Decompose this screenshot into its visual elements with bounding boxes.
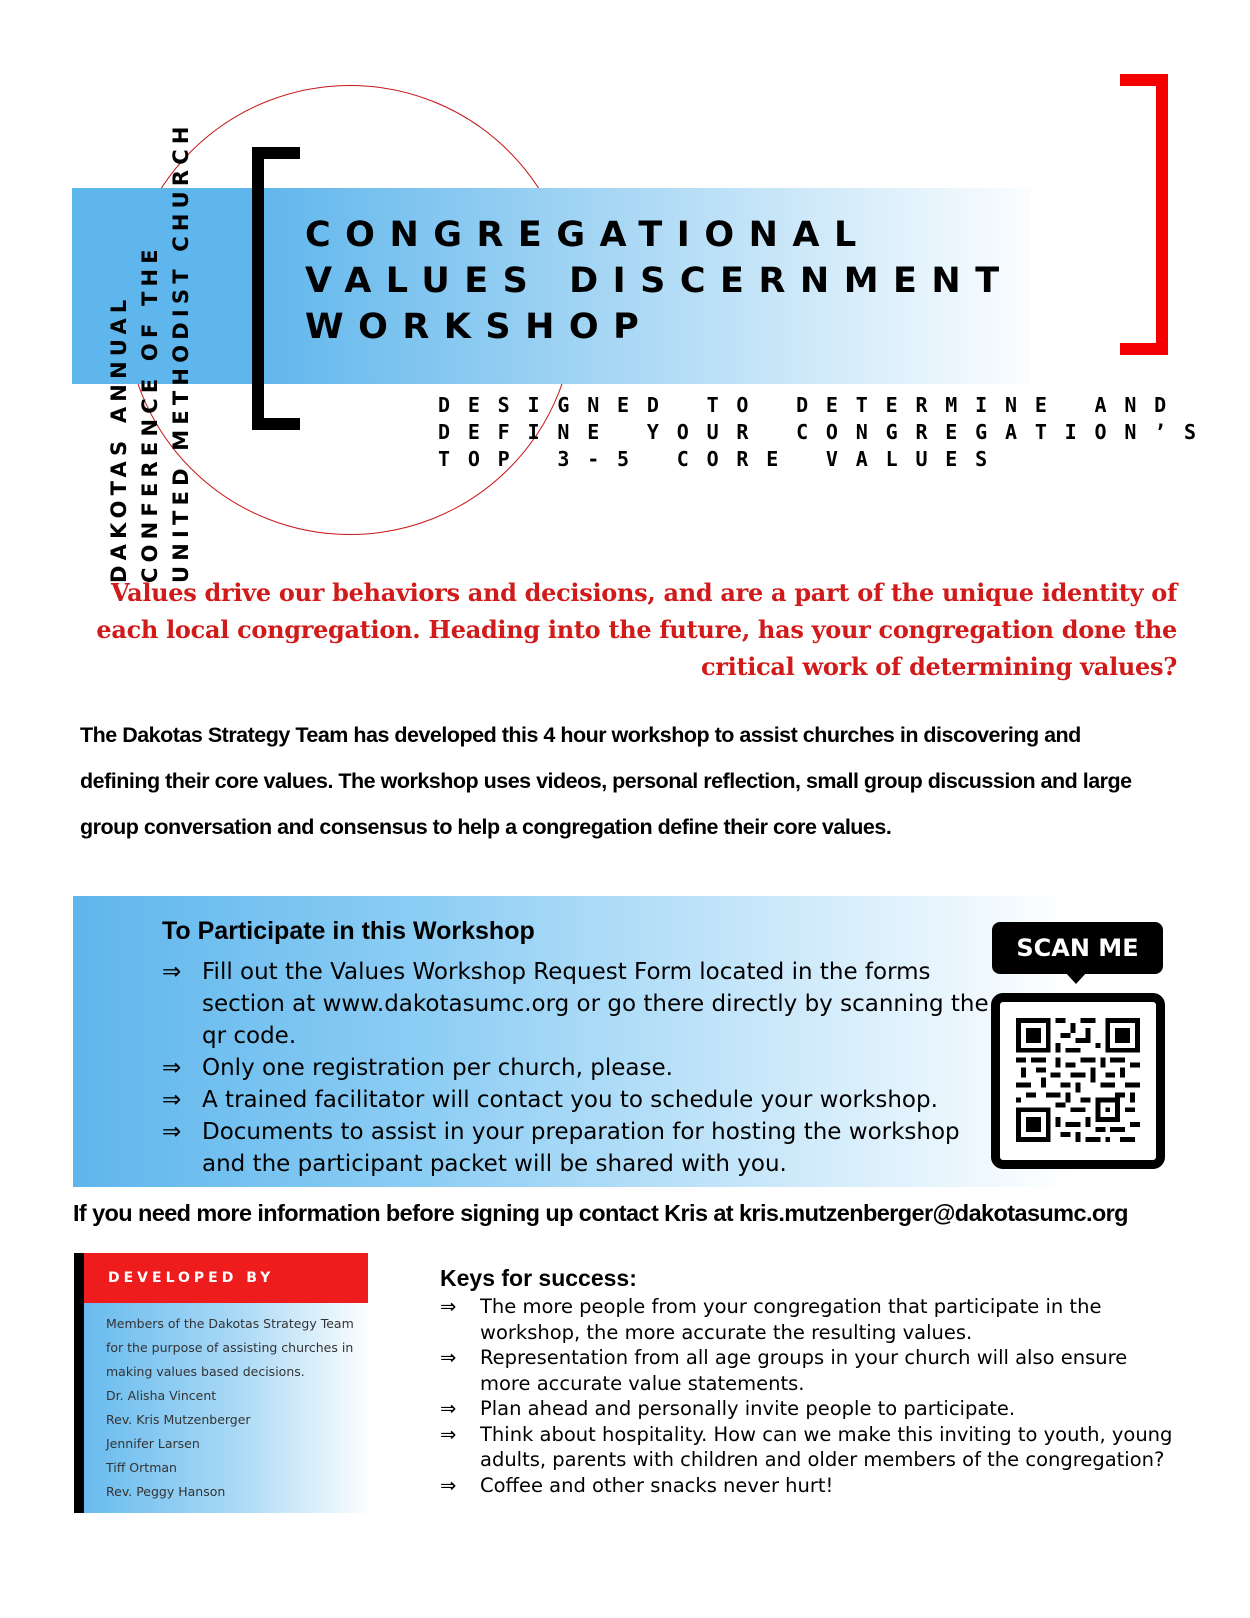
participate-heading: To Participate in this Workshop: [162, 917, 535, 945]
participate-list: [162, 956, 992, 1180]
keys-heading: Keys for success:: [440, 1265, 637, 1291]
qr-code-icon[interactable]: [1016, 1018, 1140, 1142]
developed-by-list: [106, 1312, 354, 1504]
list-item-text: Think about hospitality. How can we make this inviting to youth, young adults, parents with children and older members of the congregation?: [480, 1422, 1173, 1471]
left-bracket-graphic: [252, 147, 300, 430]
list-item: [440, 1422, 1180, 1473]
right-arrow-icon: ⇒: [162, 1087, 182, 1113]
page-title: [305, 212, 1014, 350]
list-item: making values based decisions.: [106, 1364, 305, 1379]
scan-me-label: SCAN ME: [992, 922, 1163, 974]
subtitle-line: TOP 3-5 CORE VALUES: [438, 447, 1005, 471]
list-item-text: Fill out the Values Workshop Request Form located in the forms section at www.dakotasumc.org or go there directly by scanning the qr code.: [202, 959, 989, 1049]
right-arrow-icon: ⇒: [440, 1422, 457, 1446]
list-item-text: Documents to assist in your preparation for hosting the workshop and the participant packet will be shared with you.: [202, 1119, 960, 1177]
keys-list: [440, 1294, 1180, 1498]
contact-info: If you need more information before signing up contact Kris at kris.mutzenberger@dakotasumc.org: [73, 1200, 1128, 1226]
organization-line: DAKOTAS ANNUAL: [106, 294, 131, 583]
list-item: [440, 1345, 1180, 1396]
right-arrow-icon: ⇒: [162, 1119, 182, 1145]
title-line: WORKSHOP: [305, 307, 654, 347]
list-item: Jennifer Larsen: [106, 1436, 200, 1451]
title-line: CONGREGATIONAL: [305, 215, 871, 255]
intro-statement: Values drive our behaviors and decisions, and are a part of the unique identity of each local congregation. Heading into the future, has your congregation done the critical work of determining values?: [96, 578, 1177, 681]
organization-line: CONFERENCE OF THE: [137, 244, 162, 583]
list-item: Members of the Dakotas Strategy Team: [106, 1316, 354, 1331]
right-arrow-icon: ⇒: [440, 1473, 457, 1497]
list-item-text: Plan ahead and personally invite people to participate.: [480, 1397, 1016, 1420]
workshop-description: The Dakotas Strategy Team has developed this 4 hour workshop to assist churches in discovering and defining their core values. The workshop uses videos, personal reflection, small group discussion and large group conversation and consensus to help a congregation define their core values.: [80, 723, 1132, 839]
right-arrow-icon: ⇒: [440, 1295, 457, 1318]
list-item: Rev. Peggy Hanson: [106, 1484, 226, 1499]
subtitle: [438, 392, 1214, 473]
list-item-text: Only one registration per church, please.: [202, 1055, 673, 1081]
speech-pointer-icon: [1065, 972, 1087, 984]
list-item: Tiff Ortman: [106, 1460, 177, 1475]
list-item: [162, 1052, 992, 1084]
list-item: Rev. Kris Mutzenberger: [106, 1412, 251, 1427]
right-arrow-icon: ⇒: [440, 1397, 457, 1420]
list-item: [162, 1116, 992, 1180]
list-item: for the purpose of assisting churches in: [106, 1340, 354, 1355]
right-bracket-graphic: [1120, 74, 1168, 355]
list-item: [162, 956, 992, 1052]
subtitle-line: DEFINE YOUR CONGREGATION’S: [438, 420, 1214, 444]
title-line: VALUES DISCERNMENT: [305, 261, 1014, 301]
right-arrow-icon: ⇒: [440, 1346, 457, 1369]
list-item-text: A trained facilitator will contact you to schedule your workshop.: [202, 1087, 938, 1113]
list-item: [440, 1294, 1180, 1345]
list-item-text: Coffee and other snacks never hurt!: [480, 1473, 834, 1497]
list-item: Dr. Alisha Vincent: [106, 1388, 217, 1403]
organization-line: UNITED METHODIST CHURCH: [168, 121, 193, 583]
developed-by-sidebar: [74, 1253, 84, 1513]
right-arrow-icon: ⇒: [162, 1055, 182, 1081]
list-item: [162, 1084, 992, 1116]
list-item-text: Representation from all age groups in your church will also ensure more accurate value statements.: [480, 1346, 1128, 1395]
subtitle-line: DESIGNED TO DETERMINE AND: [438, 393, 1185, 417]
developed-by-header: DEVELOPED BY: [84, 1253, 368, 1303]
organization-name: [80, 121, 220, 583]
right-arrow-icon: ⇒: [162, 959, 182, 985]
list-item: [440, 1473, 1180, 1499]
list-item-text: The more people from your congregation that participate in the workshop, the more accurate the resulting values.: [480, 1295, 1102, 1344]
list-item: [440, 1396, 1180, 1422]
